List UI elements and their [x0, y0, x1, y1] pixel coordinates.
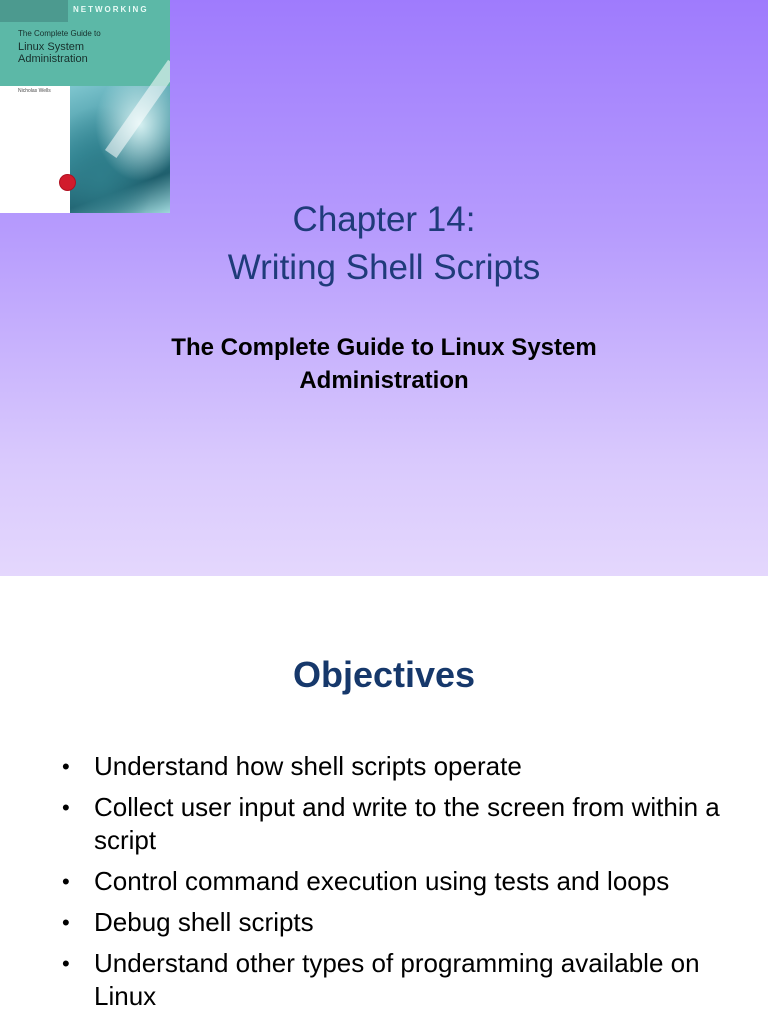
cover-title: [18, 28, 158, 65]
bullet-icon: •: [62, 869, 70, 894]
list-item: [62, 791, 742, 857]
publisher-logo: [0, 0, 68, 22]
list-item-text: Control command execution using tests and loops: [94, 866, 670, 896]
cover-series-label: NETWORKING: [73, 5, 149, 14]
chapter-title: [0, 196, 768, 292]
objectives-title: Objectives: [292, 654, 476, 695]
bullet-icon: •: [62, 795, 70, 820]
chapter-title-line2: Writing Shell Scripts: [227, 248, 541, 287]
bullet-icon: •: [62, 754, 70, 779]
objectives-list: [62, 750, 742, 1021]
bullet-icon: •: [62, 910, 70, 935]
list-item: [62, 947, 742, 1013]
cover-author: Nicholas Wells: [18, 88, 51, 94]
cover-title-line2: Administration: [18, 53, 88, 65]
bullet-icon: •: [62, 951, 70, 976]
list-item: [62, 750, 742, 783]
book-cover-image: [0, 0, 170, 213]
book-subtitle: [0, 331, 768, 397]
list-item-text: Understand how shell scripts operate: [94, 751, 522, 781]
list-item: [62, 865, 742, 898]
book-subtitle-line2: Administration: [299, 367, 469, 394]
list-item-text: Collect user input and write to the screen from within a script: [94, 792, 720, 855]
objectives-slide: [0, 576, 768, 1024]
cover-red-dot-icon: [60, 175, 75, 190]
list-item: [62, 906, 742, 939]
list-item-text: Understand other types of programming available on Linux: [94, 948, 700, 1011]
cover-title-line1: Linux System: [18, 41, 85, 53]
list-item-text: Debug shell scripts: [94, 907, 314, 937]
book-subtitle-line1: The Complete Guide to Linux System: [171, 334, 597, 361]
chapter-title-line1: Chapter 14:: [292, 200, 476, 239]
cover-title-small: The Complete Guide to: [18, 29, 101, 38]
